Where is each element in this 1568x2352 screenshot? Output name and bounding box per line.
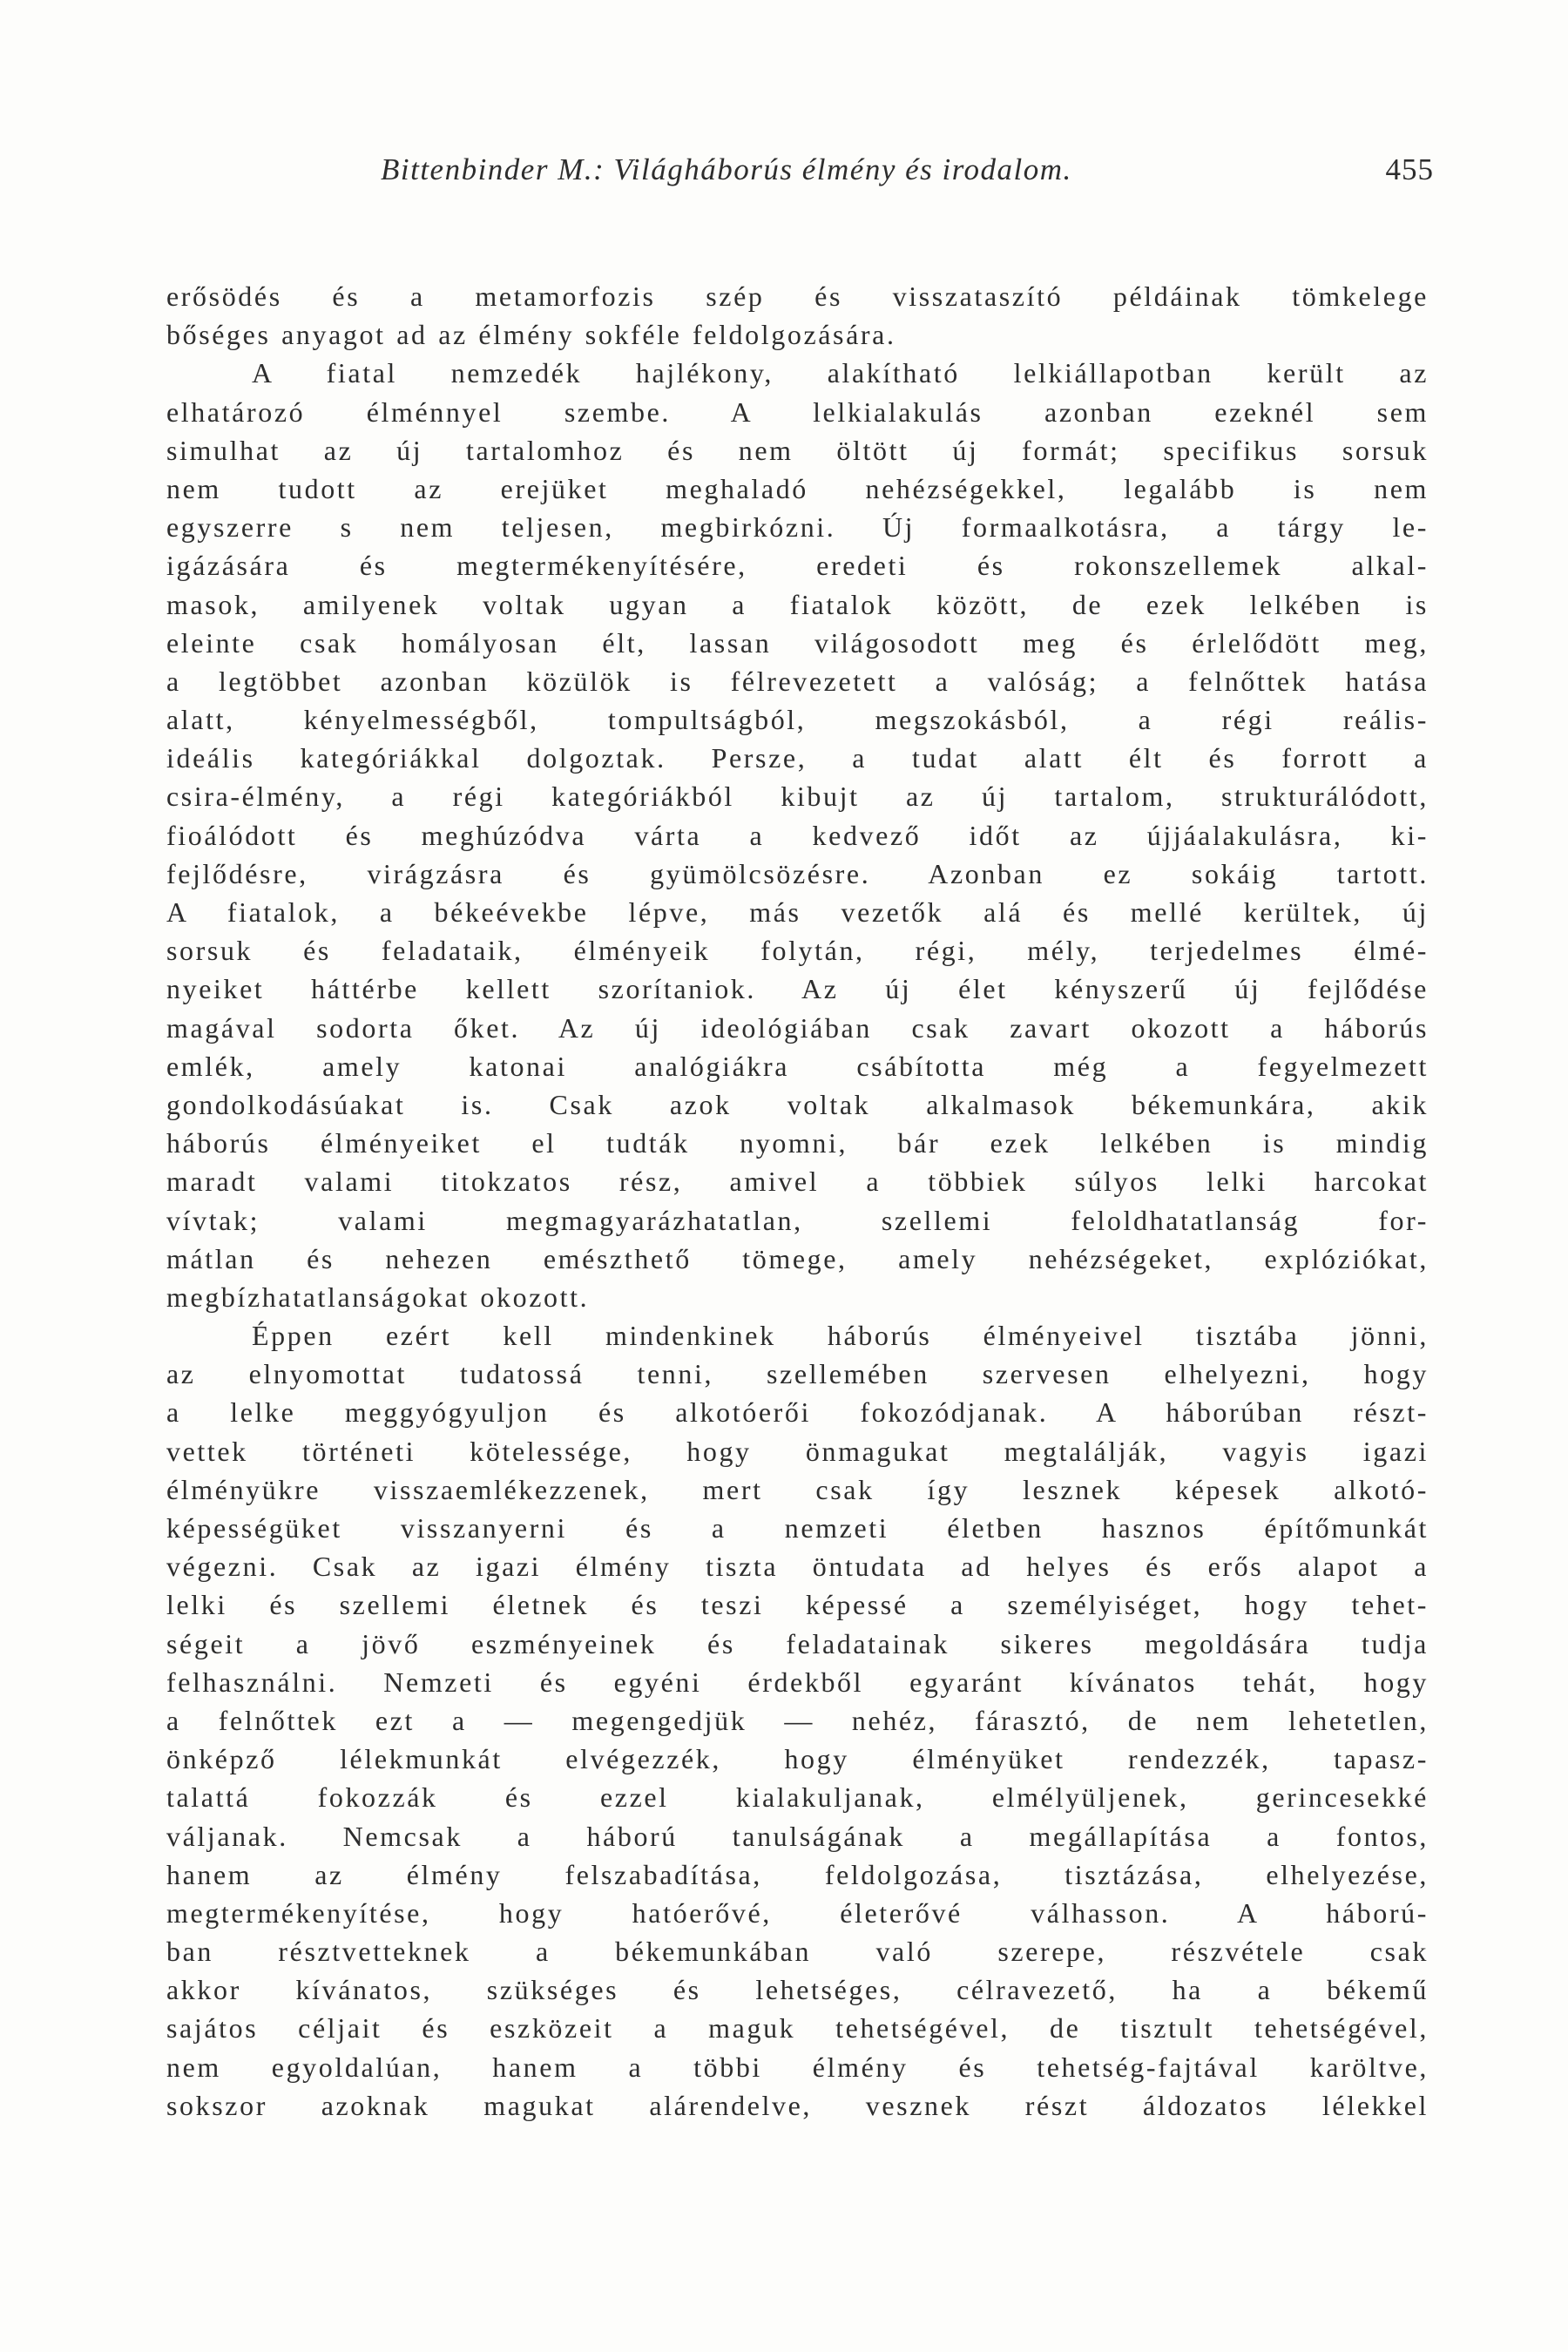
- text-line: bőséges anyagot ad az élmény sokféle feldolgozására.: [166, 319, 896, 351]
- text-line: megtermékenyítése, hogy hatóerővé, életerővé válhasson. A háború-: [166, 1896, 1429, 1929]
- text-line: nyeiket háttérbe kellett szorítaniok. Az új élet kényszerű új fejlődése: [166, 973, 1429, 1005]
- text-line: magával sodorta őket. Az új ideológiában csak zavart okozott a háborús: [166, 1011, 1429, 1044]
- text-line: hanem az élmény felszabadítása, feldolgozása, tisztázása, elhelyezése,: [166, 1858, 1429, 1890]
- text-line: mátlan és nehezen emészthető tömege, amely nehézségeket, explóziókat,: [166, 1242, 1429, 1274]
- text-line: ideális kategóriákkal dolgoztak. Persze, a tudat alatt élt és forrott a: [166, 742, 1429, 774]
- body-text: [166, 277, 1429, 2125]
- text-line: végezni. Csak az igazi élmény tiszta öntudata ad helyes és erős alapot a: [166, 1551, 1429, 1583]
- text-line: simulhat az új tartalomhoz és nem öltött új formát; specifikus sorsuk: [166, 434, 1429, 466]
- text-line: talattá fokozzák és ezzel kialakuljanak, elmélyüljenek, gerincesekké: [166, 1781, 1429, 1814]
- text-line: váljanak. Nemcsak a háború tanulságának a megállapítása a fontos,: [166, 1820, 1429, 1852]
- text-line: erősödés és a metamorfozis szép és visszataszító példáinak tömkelege: [166, 280, 1429, 312]
- text-line: elhatározó élménnyel szembe. A lelkialakulás azonban ezeknél sem: [166, 395, 1429, 428]
- text-line: lelki és szellemi életnek és teszi képessé a személyiséget, hogy tehet-: [166, 1589, 1429, 1621]
- text-line: emlék, amely katonai analógiákra csábította még a fegyelmezett: [166, 1050, 1429, 1082]
- text-line: sajátos céljait és eszközeit a maguk tehetségével, de tisztult tehetségével,: [166, 2012, 1429, 2044]
- text-line: felhasználni. Nemzeti és egyéni érdekből egyaránt kívánatos tehát, hogy: [166, 1666, 1429, 1698]
- text-line: fejlődésre, virágzásra és gyümölcsözésre. Azonban ez sokáig tartott.: [166, 857, 1429, 889]
- text-line: csira-élmény, a régi kategóriákból kibujt az új tartalom, strukturálódott,: [166, 781, 1429, 813]
- text-line: megbízhatatlanságokat okozott.: [166, 1281, 590, 1313]
- text-line: ban résztvetteknek a békemunkában való szerepe, részvétele csak: [166, 1936, 1429, 1968]
- text-line: nem tudott az erejüket meghaladó nehézségekkel, legalább is nem: [166, 472, 1429, 504]
- text-line: önképző lélekmunkát elvégezzék, hogy élményüket rendezzék, tapasz-: [166, 1743, 1429, 1775]
- text-line: a felnőttek ezt a — megengedjük — nehéz, fárasztó, de nem lehetetlen,: [166, 1704, 1429, 1736]
- running-header: [381, 148, 1434, 192]
- text-line: a lelke meggyógyuljon és alkotóerői fokozódjanak. A háborúban részt-: [166, 1396, 1429, 1429]
- text-line: igázására és megtermékenyítésére, eredeti és rokonszellemek alkal-: [166, 550, 1429, 582]
- text-line: a legtöbbet azonban közülök is félrevezetett a valóság; a felnőttek hatása: [166, 665, 1429, 697]
- text-line: képességüket visszanyerni és a nemzeti életben hasznos építőmunkát: [166, 1512, 1429, 1544]
- text-line: ségeit a jövő eszményeinek és feladatainak sikeres megoldására tudja: [166, 1627, 1429, 1659]
- text-line: nem egyoldalúan, hanem a többi élmény és tehetség-fajtával karöltve,: [166, 2051, 1429, 2083]
- text-line: Éppen ezért kell mindenkinek háborús élményeivel tisztába jönni,: [252, 1320, 1429, 1352]
- text-line: A fiatal nemzedék hajlékony, alakítható lelkiállapotban került az: [252, 357, 1429, 389]
- text-line: gondolkodásúakat is. Csak azok voltak alkalmasok békemunkára, akik: [166, 1088, 1429, 1120]
- running-title: Bittenbinder M.: Világháborús élmény és irodalom.: [381, 152, 1072, 186]
- text-line: egyszerre s nem teljesen, megbirkózni. Új formaalkotásra, a tárgy le-: [166, 511, 1429, 544]
- text-line: akkor kívánatos, szükséges és lehetséges, célravezető, ha a békemű: [166, 1974, 1429, 2006]
- text-line: A fiatalok, a békeévekbe lépve, más vezetők alá és mellé kerültek, új: [166, 896, 1429, 928]
- text-line: alatt, kényelmességből, tompultságból, megszokásból, a régi reális-: [166, 704, 1429, 736]
- text-line: élményükre visszaemlékezzenek, mert csak így lesznek képesek alkotó-: [166, 1473, 1429, 1505]
- text-line: maradt valami titokzatos rész, amivel a többiek súlyos lelki harcokat: [166, 1166, 1429, 1198]
- page-number: 455: [1385, 152, 1434, 186]
- text-line: masok, amilyenek voltak ugyan a fiatalok között, de ezek lelkében is: [166, 588, 1429, 620]
- text-line: az elnyomottat tudatossá tenni, szellemében szervesen elhelyezni, hogy: [166, 1358, 1429, 1390]
- text-line: háborús élményeiket el tudták nyomni, bár ezek lelkében is mindig: [166, 1127, 1429, 1159]
- text-line: vettek történeti kötelessége, hogy önmagukat megtalálják, vagyis igazi: [166, 1435, 1429, 1467]
- text-line: eleinte csak homályosan élt, lassan világosodott meg és érlelődött meg,: [166, 626, 1429, 659]
- text-line: sorsuk és feladataik, élményeik folytán, régi, mély, terjedelmes élmé-: [166, 935, 1429, 967]
- text-line: fioálódott és meghúzódva várta a kedvező időt az újjáalakulásra, ki-: [166, 819, 1429, 851]
- text-line: vívtak; valami megmagyarázhatatlan, szellemi feloldhatatlanság for-: [166, 1204, 1429, 1236]
- text-line: sokszor azoknak magukat alárendelve, vesznek részt áldozatos lélekkel: [166, 2089, 1429, 2121]
